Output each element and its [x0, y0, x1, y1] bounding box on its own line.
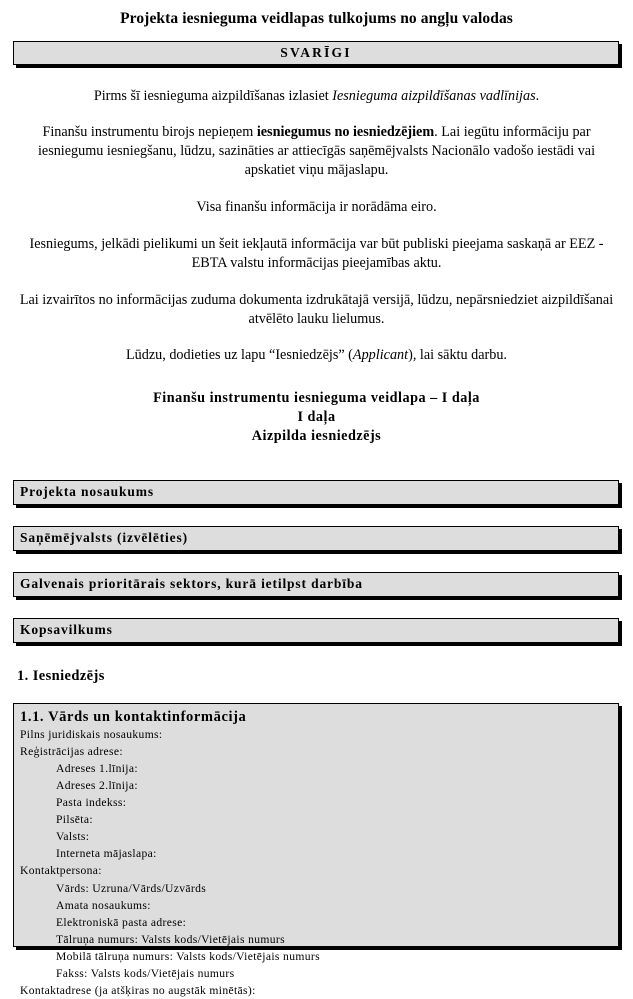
- contact-field-label: Pilsēta:: [56, 813, 93, 827]
- contact-field-label: Valsts:: [56, 830, 90, 844]
- contact-information-box: [13, 703, 619, 997]
- text-run: Visa finanšu informācija ir norādāma eiro.: [196, 199, 437, 216]
- text-run: ), lai sāktu darbu.: [408, 347, 507, 364]
- document-page: [0, 10, 633, 997]
- text-run: Applicant: [352, 347, 409, 364]
- contact-field-label: Kontaktpersona:: [20, 864, 102, 878]
- text-run: Pirms šī iesnieguma aizpildīšanas izlasiet: [93, 87, 333, 104]
- section-bar-label: Projekta nosaukums: [20, 484, 154, 500]
- section-bar-list: [0, 480, 633, 643]
- section-bar-label: Kopsavilkums: [20, 622, 113, 638]
- text-run: iesniegumus no iesniedzējiem: [256, 124, 435, 141]
- paragraph-go-to-applicant: [14, 346, 619, 365]
- contact-information-title: 1.1. Vārds un kontaktinformācija: [20, 708, 247, 725]
- paragraph-office-accepts: [14, 123, 619, 180]
- page-title: Projekta iesnieguma veidlapas tulkojums no angļu valodas: [120, 10, 513, 27]
- section-bar-beneficiary-state[interactable]: [13, 526, 619, 551]
- paragraph-field-size: [14, 291, 619, 329]
- text-run: Iesniegums, jelkādi pielikumi un šeit iekļautā informācija var būt publiski pieejama saskaņā ar EEZ - EBTA valstu informācijas pieejamības aktu.: [29, 235, 604, 271]
- contact-field-label: Pasta indekss:: [56, 796, 127, 810]
- text-run: Lūdzu, dodieties uz lapu “Iesniedzējs” (: [126, 347, 353, 364]
- applicant-section-heading: 1. Iesniedzējs: [17, 667, 105, 684]
- contact-field-list: [20, 726, 612, 999]
- section-bar-label: Galvenais prioritārais sektors, kurā ietilpst darbība: [20, 576, 363, 592]
- form-heading-line-3: Aizpilda iesniedzējs: [251, 427, 382, 444]
- contact-field-label: Adreses 1.līnija:: [56, 762, 138, 776]
- text-run: .: [535, 87, 540, 104]
- form-part-heading: [0, 389, 633, 445]
- contact-field-label: Reģistrācijas adrese:: [20, 745, 123, 759]
- section-bar-summary[interactable]: [13, 618, 619, 643]
- paragraph-currency: [14, 198, 619, 217]
- contact-field-label: Fakss: Valsts kods/Vietējais numurs: [56, 966, 235, 980]
- contact-field-label: Tālruņa numurs: Valsts kods/Vietējais numurs: [56, 932, 285, 946]
- text-run: Finanšu instrumentu birojs nepieņem: [42, 124, 257, 141]
- contact-field-label: Pilns juridiskais nosaukums:: [20, 728, 163, 742]
- section-bar-label: Saņēmējvalsts (izvēlēties): [20, 530, 188, 546]
- contact-field-label: Vārds: Uzruna/Vārds/Uzvārds: [56, 881, 207, 895]
- contact-field-label: Kontaktadrese (ja atšķiras no augstāk minētās):: [20, 983, 256, 997]
- section-bar-priority-sector[interactable]: [13, 572, 619, 597]
- text-run: Lai izvairītos no informācijas zuduma dokumenta izdrukātajā versijā, lūdzu, nepārsniedziet aizpildīšanai atvēlēto lauku lielumus.: [19, 291, 614, 327]
- form-heading-line-2: I daļa: [297, 409, 336, 426]
- contact-field-label: Amata nosaukums:: [56, 898, 151, 912]
- form-heading-line-1: Finanšu instrumentu iesnieguma veidlapa – I daļa: [153, 390, 480, 407]
- section-bar-project-title[interactable]: [13, 480, 619, 505]
- text-run: Iesnieguma aizpildīšanas vadlīnijas: [332, 87, 536, 104]
- paragraph-public-access: [14, 235, 619, 273]
- contact-field-label: Interneta mājaslapa:: [56, 847, 157, 861]
- contact-field-label: Mobilā tālruņa numurs: Valsts kods/Vietējais numurs: [56, 949, 320, 963]
- contact-field-label: Adreses 2.līnija:: [56, 779, 138, 793]
- important-notice-banner: [13, 41, 619, 65]
- intro-text-block: [0, 87, 633, 366]
- text-run: . Lai iegūtu informāciju par iesniegumu iesniegšanu, lūdzu, sazināties ar attiecīgās saņēmējvalsts Nacionālo vadošo iestādi vai apskatiet viņu mājaslapu.: [37, 124, 596, 179]
- important-notice-label: SVARĪGI: [280, 44, 352, 60]
- contact-field-label: Elektroniskā pasta adrese:: [56, 915, 187, 929]
- paragraph-read-guidelines: [14, 87, 619, 106]
